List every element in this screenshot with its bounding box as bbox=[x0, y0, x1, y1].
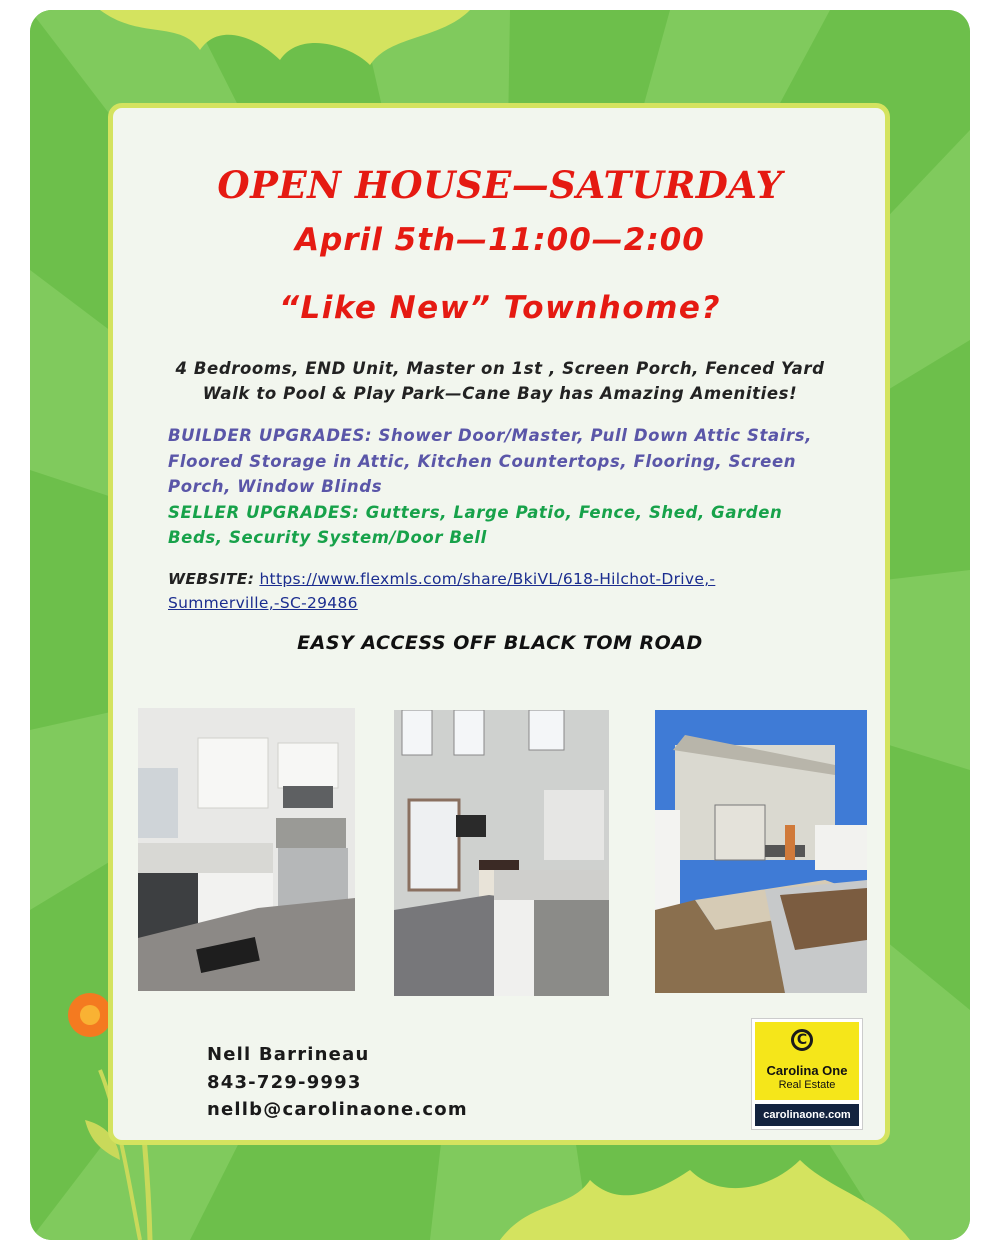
logo-brand: Carolina One bbox=[766, 1063, 848, 1078]
agent-name: Nell Barrineau bbox=[207, 1044, 370, 1065]
access-note: EASY ACCESS OFF BLACK TOM ROAD bbox=[297, 632, 703, 654]
features-text bbox=[0, 356, 1000, 406]
upgrades-section bbox=[168, 423, 818, 551]
agent-phone: 843-729-9993 bbox=[207, 1071, 362, 1093]
logo-subtitle: Real Estate bbox=[778, 1079, 836, 1091]
website-link[interactable]: https://www.flexmls.com/share/BkiVL/618-Hilchot-Drive,-Summerville,-SC-29486 bbox=[168, 570, 716, 612]
copyright-c-icon: C bbox=[791, 1029, 813, 1051]
kitchen-photo bbox=[138, 708, 355, 991]
seller-upgrades: SELLER UPGRADES: Gutters, Large Patio, Fence, Shed, Garden Beds, Security System/Door Bell bbox=[168, 502, 783, 547]
event-date-time: April 5th—11:00—2:00 bbox=[295, 222, 705, 258]
brokerage-logo bbox=[751, 1018, 863, 1130]
living-room-photo bbox=[394, 710, 609, 996]
logo-site: carolinaone.com bbox=[755, 1104, 859, 1126]
event-title: OPEN HOUSE—SATURDAY bbox=[217, 163, 783, 207]
website-label: WEBSITE: bbox=[168, 570, 255, 588]
property-headline: “Like New” Townhome? bbox=[279, 290, 721, 326]
website-section bbox=[168, 567, 818, 615]
builder-upgrades: BUILDER UPGRADES: Shower Door/Master, Pull Down Attic Stairs, Floored Storage in Attic, Kitchen Countertops, Flooring, Screen Porch, Window Blinds bbox=[168, 426, 813, 496]
backyard-patio-photo bbox=[655, 710, 867, 993]
features-line-1: 4 Bedrooms, END Unit, Master on 1st , Screen Porch, Fenced Yard bbox=[175, 359, 825, 378]
features-line-2: Walk to Pool & Play Park—Cane Bay has Amazing Amenities! bbox=[202, 384, 798, 403]
contact-info bbox=[207, 1041, 468, 1124]
agent-email: nellb@carolinaone.com bbox=[207, 1099, 468, 1120]
